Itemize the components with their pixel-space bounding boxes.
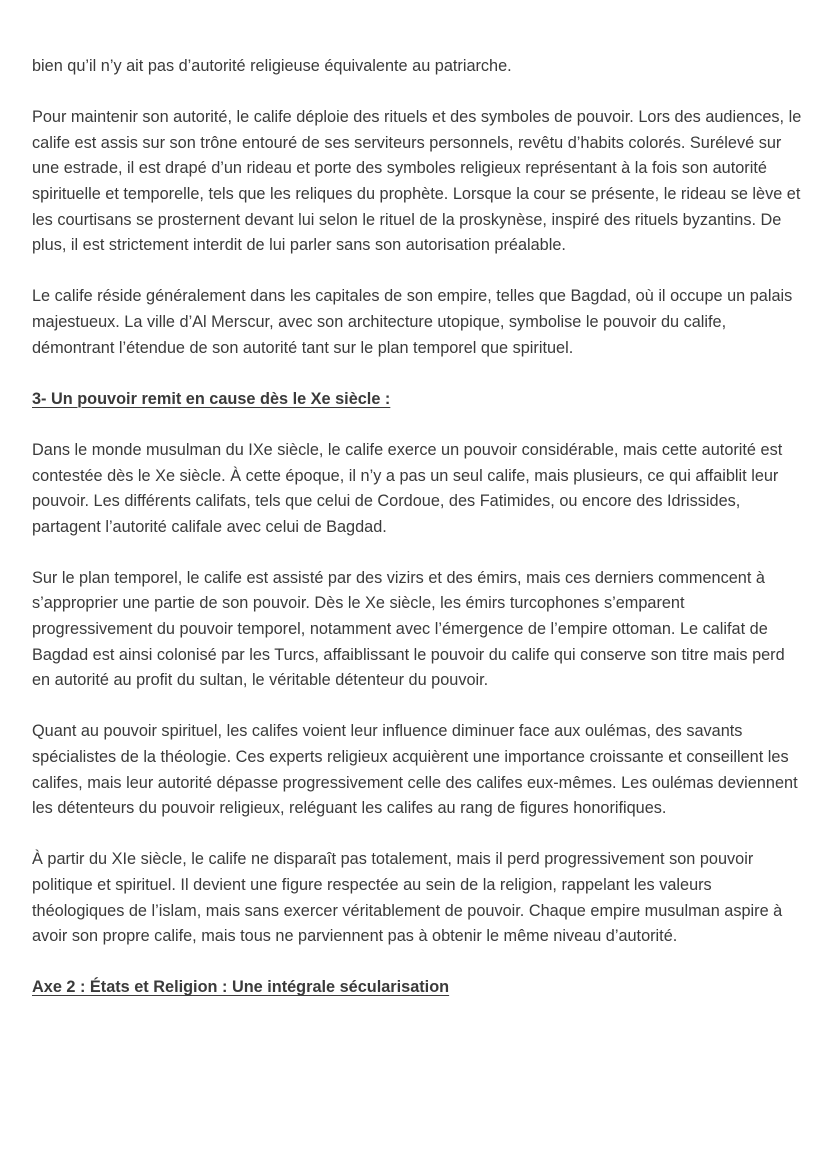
paragraph-patriarch: bien qu’il n’y ait pas d’autorité religieuse équivalente au patriarche. <box>32 57 512 75</box>
paragraph-ixe-siecle: Dans le monde musulman du IXe siècle, le calife exerce un pouvoir considérable, mais cette autorité est contestée dès le Xe siècle. À cette époque, il n’y a pas un seul calife, mais plusieurs, ce qui affaiblit leur pouvoir. Les différents califats, tels que celui de Cordoue, des Fatimides, ou encore des Idrissides, partagent l’autorité califale avec celui de Bagdad. <box>32 440 783 536</box>
paragraph-temporel: Sur le plan temporel, le calife est assisté par des vizirs et des émirs, mais ces derniers commencent à s’approprier une partie de son pouvoir. Dès le Xe siècle, les émirs turcophones s’emparent progressivement du pouvoir temporel, notamment avec l’émergence de l’empire ottoman. Le califat de Bagdad est ainsi colonisé par les Turcs, affaiblissant le pouvoir du calife qui conserve son titre mais perd en autorité au profit du sultan, le véritable détenteur du pouvoir. <box>32 568 785 690</box>
paragraph-residence: Le calife réside généralement dans les capitales de son empire, telles que Bagdad, où il occupe un palais majestueux. La ville d’Al Merscur, avec son architecture utopique, symbolise le pouvoir du calife, démontrant l’étendue de son autorité tant sur le plan temporel que spirituel. <box>32 287 793 357</box>
paragraph-rituals: Pour maintenir son autorité, le calife déploie des rituels et des symboles de pouvoir. Lors des audiences, le calife est assis sur son trône entouré de ses serviteurs personnels, revêtu d’habits colorés. Surélevé sur une estrade, il est drapé d’un rideau et porte des symboles religieux représentant à la fois son autorité spirituelle et temporelle, tels que les reliques du prophète. Lorsque la cour se présente, le rideau se lève et les courtisans se prosternent devant lui selon le rituel de la proskynèse, inspiré des rituels byzantins. De plus, il est strictement interdit de lui parler sans son autorisation préalable. <box>32 108 802 255</box>
section-heading-3: 3- Un pouvoir remit en cause dès le Xe siècle : <box>32 389 391 408</box>
axis-heading-2: Axe 2 : États et Religion : Une intégrale sécularisation <box>32 978 450 997</box>
paragraph-spirituel: Quant au pouvoir spirituel, les califes voient leur influence diminuer face aux oulémas, des savants spécialistes de la théologie. Ces experts religieux acquièrent une importance croissante et conseillent les califes, mais leur autorité dépasse progressivement celle des califes eux-mêmes. Les oulémas deviennent les détenteurs du pouvoir religieux, reléguant les califes au rang de figures honorifiques. <box>32 722 798 818</box>
document-page <box>32 54 804 1027</box>
paragraph-xie-siecle: À partir du XIe siècle, le calife ne disparaît pas totalement, mais il perd progressivement son pouvoir politique et spirituel. Il devient une figure respectée au sein de la religion, rappelant les valeurs théologiques de l’islam, mais sans exercer véritablement de pouvoir. Chaque empire musulman aspire à avoir son propre calife, mais tous ne parviennent pas à obtenir le même niveau d’autorité. <box>32 850 783 946</box>
